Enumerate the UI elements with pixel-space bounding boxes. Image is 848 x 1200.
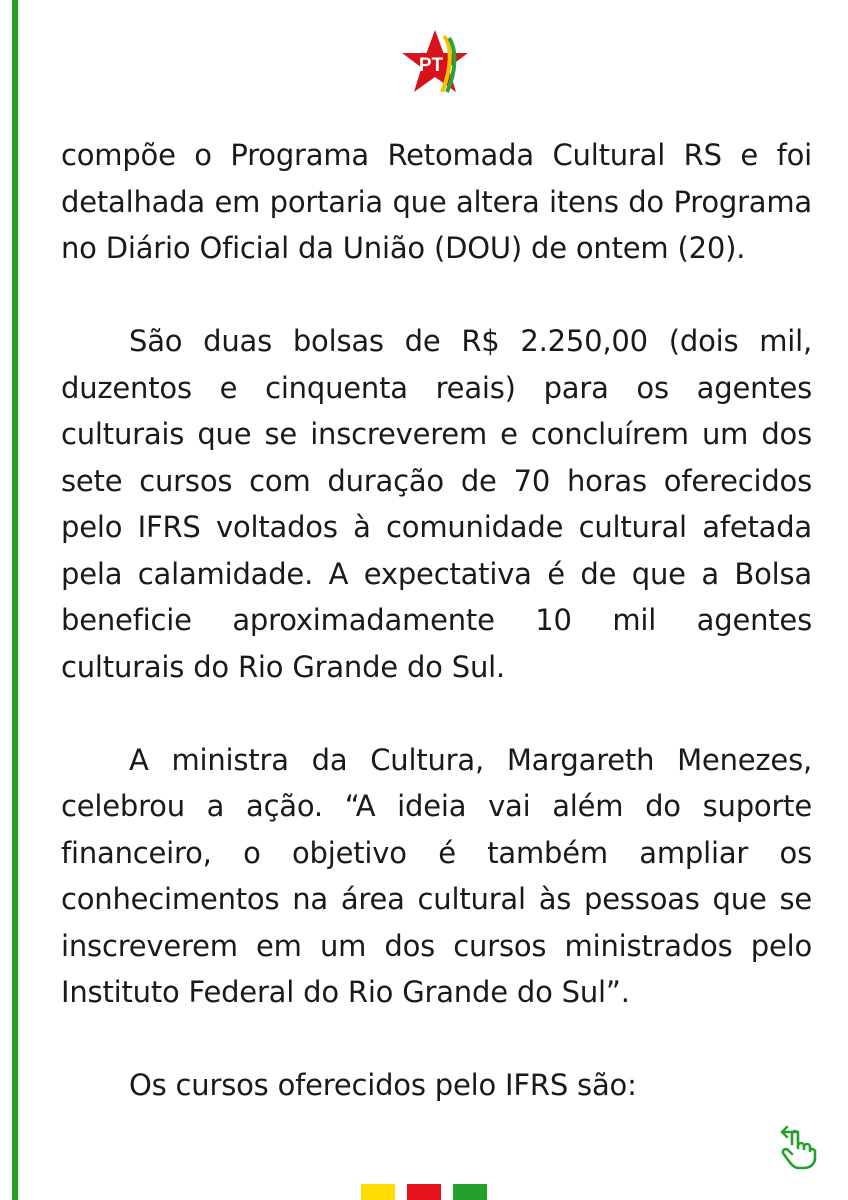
paragraph-4: Os cursos oferecidos pelo IFRS são: [129, 1068, 637, 1102]
paragraph-2: São duas bolsas de R$ 2.250,00 (dois mil, duzentos e cinquenta reais) para os agentes culturais que se inscreverem e concluírem um dos sete cursos com duração de 70 horas oferecidos pelo IFRS voltados à comunidade cultural afetada pela calamidade. A expectativa é de que a Bolsa beneficie aproximadamente 10 mil agentes culturais do Rio Grande do Sul. [61, 324, 812, 684]
paragraph-1: compõe o Programa Retomada Cultural RS e foi detalhada em portaria que altera itens do Programa no Diário Oficial da União (DOU) de ontem (20). [61, 138, 812, 265]
left-green-stripe [12, 0, 18, 1200]
article-body [61, 132, 812, 1109]
swipe-hand-icon [778, 1124, 818, 1170]
logo-text: PT [418, 55, 444, 76]
green-bar-square [453, 1184, 487, 1200]
red-bar-square [407, 1184, 441, 1200]
pt-star-logo-icon [400, 28, 470, 98]
paragraph-3: A ministra da Cultura, Margareth Menezes, celebrou a ação. “A ideia vai além do suporte financeiro, o objetivo é também ampliar os conhecimentos na área cultural às pessoas que se inscreverem em um dos cursos ministrados pelo Instituto Federal do Rio Grande do Sul”. [61, 742, 812, 1009]
yellow-bar-square [361, 1184, 395, 1200]
